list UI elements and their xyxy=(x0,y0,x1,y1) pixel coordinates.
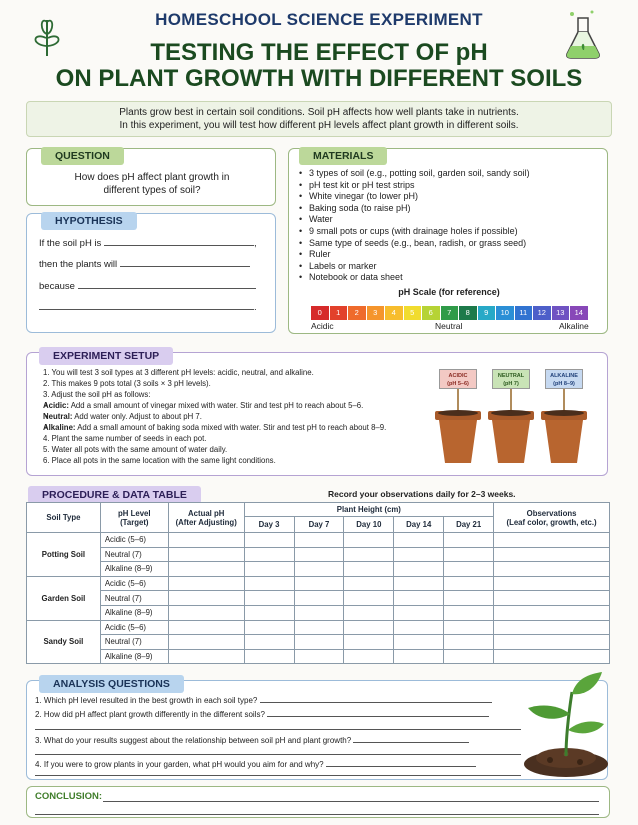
data-entry-cell[interactable] xyxy=(494,605,610,620)
hypothesis-line-3 xyxy=(39,281,256,293)
setup-step: 4. Plant the same number of seeds in each pot. xyxy=(43,434,207,443)
header-ph-level-line-1: pH Level xyxy=(118,508,151,518)
analysis-q3-line-2[interactable] xyxy=(35,754,521,755)
header-day: Day 10 xyxy=(344,517,394,533)
table-row xyxy=(27,533,610,548)
data-entry-cell[interactable] xyxy=(444,533,494,548)
ph-level-cell: Acidic (5–6) xyxy=(100,576,168,591)
header-day: Day 14 xyxy=(394,517,444,533)
header-actual-ph xyxy=(168,503,244,533)
ph-cell: 6 xyxy=(422,306,440,320)
data-entry-cell[interactable] xyxy=(344,635,394,650)
setup-substep xyxy=(33,411,443,422)
data-entry-cell[interactable] xyxy=(344,547,394,562)
ph-level-cell: Acidic (5–6) xyxy=(100,533,168,548)
ph-cell: 8 xyxy=(459,306,477,320)
ph-level-cell: Alkaline (8–9) xyxy=(100,605,168,620)
data-entry-cell[interactable] xyxy=(168,635,244,650)
table-row xyxy=(27,635,610,650)
data-entry-cell[interactable] xyxy=(244,533,294,548)
header-actual-ph-line-2: (After Adjusting) xyxy=(175,517,237,527)
header-day: Day 21 xyxy=(444,517,494,533)
pot-label-name: ALKALINE xyxy=(550,373,578,379)
analysis-q4-text: 4. If you were to grow plants in your garden, what pH would you aim for and why? xyxy=(35,760,324,769)
page-subtitle: HOMESCHOOL SCIENCE EXPERIMENT xyxy=(155,10,483,29)
setup-step: 2. This makes 9 pots total (3 soils × 3 pH levels). xyxy=(43,379,211,388)
data-entry-cell[interactable] xyxy=(244,547,294,562)
data-table xyxy=(26,502,610,664)
question-line-1: How does pH affect plant growth in xyxy=(74,172,230,183)
table-row xyxy=(27,576,610,591)
materials-item: • Same type of seeds (e.g., bean, radish, or grass seed) xyxy=(299,238,599,250)
data-entry-cell[interactable] xyxy=(494,576,610,591)
ph-scale xyxy=(311,302,589,320)
analysis-q2 xyxy=(35,710,525,720)
setup-step: 1. You will test 3 soil types at 3 different pH levels: acidic, neutral, and alkaline. xyxy=(43,368,314,377)
ph-cell: 14 xyxy=(570,306,588,320)
data-entry-cell[interactable] xyxy=(394,576,444,591)
pot-label xyxy=(492,369,530,389)
ph-level-cell: Neutral (7) xyxy=(100,547,168,562)
setup-substep-label: Neutral: xyxy=(43,412,73,421)
data-entry-cell[interactable] xyxy=(168,620,244,635)
hypothesis-prefix-3: because xyxy=(39,281,75,292)
data-entry-cell[interactable] xyxy=(444,635,494,650)
data-entry-cell[interactable] xyxy=(444,620,494,635)
ph-neutral-label: Neutral xyxy=(435,321,463,331)
title-line-1: TESTING THE EFFECT OF pH xyxy=(150,39,488,66)
header-observations-line-1: Observations xyxy=(526,508,577,518)
soil-type-cell: Potting Soil xyxy=(27,533,101,577)
pot-icon xyxy=(486,409,536,465)
analysis-q1-answer[interactable] xyxy=(260,702,492,703)
pot-stick xyxy=(510,389,512,411)
setup-steps xyxy=(33,367,443,466)
data-entry-cell[interactable] xyxy=(394,591,444,606)
hypothesis-box xyxy=(26,213,276,333)
hypothesis-line-4 xyxy=(39,302,257,314)
data-entry-cell[interactable] xyxy=(444,547,494,562)
ph-acidic-label: Acidic xyxy=(311,321,334,331)
table-row xyxy=(27,605,610,620)
setup-step: 3. Adjust the soil pH as follows: xyxy=(43,390,151,399)
pot-label-range: (pH 8–9) xyxy=(553,381,575,387)
data-entry-cell[interactable] xyxy=(394,635,444,650)
materials-item: • White vinegar (to lower pH) xyxy=(299,191,599,203)
pot-icon xyxy=(433,409,483,465)
data-entry-cell[interactable] xyxy=(168,562,244,577)
hypothesis-line-2 xyxy=(39,259,250,271)
pot-stick xyxy=(563,389,565,411)
ph-scale-title: pH Scale (for reference) xyxy=(398,287,500,297)
conclusion-line-2[interactable] xyxy=(35,814,599,815)
ph-level-cell: Alkaline (8–9) xyxy=(100,562,168,577)
intro-line-1: Plants grow best in certain soil conditions. Soil pH affects how well plants take in nutrients. xyxy=(119,107,519,118)
data-entry-cell[interactable] xyxy=(294,533,344,548)
setup-step: 5. Water all pots with the same amount of water daily. xyxy=(43,445,228,454)
pot-stick xyxy=(457,389,459,411)
data-entry-cell[interactable] xyxy=(168,649,244,664)
materials-tag: MATERIALS xyxy=(299,147,387,165)
data-entry-cell[interactable] xyxy=(244,591,294,606)
materials-item: • Baking soda (to raise pH) xyxy=(299,203,599,215)
setup-tag: EXPERIMENT SETUP xyxy=(39,347,173,365)
pot-label xyxy=(545,369,583,389)
ph-cell: 2 xyxy=(348,306,366,320)
materials-item: • Labels or marker xyxy=(299,261,599,273)
soil-type-cell: Garden Soil xyxy=(27,576,101,620)
data-entry-cell[interactable] xyxy=(244,605,294,620)
data-entry-cell[interactable] xyxy=(444,562,494,577)
data-entry-cell[interactable] xyxy=(494,547,610,562)
setup-substep-text: Add water only. Adjust to about pH 7. xyxy=(72,412,202,421)
setup-substep xyxy=(33,400,443,411)
data-entry-cell[interactable] xyxy=(294,547,344,562)
ph-level-cell: Neutral (7) xyxy=(100,635,168,650)
ph-cell: 5 xyxy=(404,306,422,320)
question-tag: QUESTION xyxy=(41,147,124,165)
materials-list xyxy=(299,168,599,284)
data-entry-cell[interactable] xyxy=(168,533,244,548)
data-entry-cell[interactable] xyxy=(344,576,394,591)
hypothesis-line-1 xyxy=(39,238,257,250)
analysis-q1 xyxy=(35,696,525,706)
analysis-q2-text: 2. How did pH affect plant growth differently in the different soils? xyxy=(35,710,265,719)
header-actual-ph-line-1: Actual pH xyxy=(188,508,225,518)
pot-label-name: NEUTRAL xyxy=(497,373,525,379)
data-entry-cell[interactable] xyxy=(294,591,344,606)
materials-item: • 9 small pots or cups (with drainage holes if possible) xyxy=(299,226,599,238)
materials-item: • Ruler xyxy=(299,249,599,261)
pot-label-name: ACIDIC xyxy=(448,373,468,379)
materials-box xyxy=(288,148,608,334)
data-entry-cell[interactable] xyxy=(294,576,344,591)
data-entry-cell[interactable] xyxy=(394,649,444,664)
data-entry-cell[interactable] xyxy=(444,605,494,620)
data-entry-cell[interactable] xyxy=(168,576,244,591)
data-entry-cell[interactable] xyxy=(394,620,444,635)
pot-label xyxy=(439,369,477,389)
ph-cell: 4 xyxy=(385,306,403,320)
ph-cell: 10 xyxy=(496,306,514,320)
hypothesis-prefix-2: then the plants will xyxy=(39,259,118,270)
materials-item: • 3 types of soil (e.g., potting soil, garden soil, sandy soil) xyxy=(299,168,599,180)
data-entry-cell[interactable] xyxy=(344,533,394,548)
data-entry-cell[interactable] xyxy=(444,649,494,664)
data-entry-cell[interactable] xyxy=(394,547,444,562)
analysis-q3-text: 3. What do your results suggest about the relationship between soil pH and plant growth? xyxy=(35,736,352,745)
conclusion-label: CONCLUSION: xyxy=(35,791,103,802)
ph-cell: 9 xyxy=(478,306,496,320)
data-entry-cell[interactable] xyxy=(494,562,610,577)
ph-cell: 11 xyxy=(515,306,533,320)
title-line-2: ON PLANT GROWTH WITH DIFFERENT SOILS xyxy=(55,65,583,92)
table-row xyxy=(27,620,610,635)
hypothesis-blank-1[interactable] xyxy=(104,245,254,246)
question-box xyxy=(26,148,276,206)
pot-icon xyxy=(539,409,589,465)
data-entry-cell[interactable] xyxy=(494,620,610,635)
materials-item: • Notebook or data sheet xyxy=(299,272,599,284)
header-ph-level-line-2: (Target) xyxy=(120,517,149,527)
procedure-tag: PROCEDURE & DATA TABLE xyxy=(28,486,201,504)
data-entry-cell[interactable] xyxy=(294,649,344,664)
page-title xyxy=(0,40,638,92)
ph-cell: 7 xyxy=(441,306,459,320)
data-entry-cell[interactable] xyxy=(344,605,394,620)
data-entry-cell[interactable] xyxy=(244,649,294,664)
materials-item: • pH test kit or pH test strips xyxy=(299,180,599,192)
data-entry-cell[interactable] xyxy=(494,649,610,664)
table-row xyxy=(27,591,610,606)
setup-substep-text: Add a small amount of vinegar mixed with water. Stir and test pH to reach about 5–6. xyxy=(69,401,364,410)
data-entry-cell[interactable] xyxy=(394,605,444,620)
conclusion-box xyxy=(26,786,610,818)
data-entry-cell[interactable] xyxy=(168,547,244,562)
data-entry-cell[interactable] xyxy=(344,562,394,577)
ph-cell: 1 xyxy=(330,306,348,320)
materials-item: • Water xyxy=(299,214,599,226)
header-observations xyxy=(494,503,610,533)
setup-box xyxy=(26,352,608,476)
ph-level-cell: Alkaline (8–9) xyxy=(100,649,168,664)
analysis-q4-answer[interactable] xyxy=(326,766,476,767)
pots-illustration xyxy=(435,367,605,467)
pot-label-range: (pH 5–6) xyxy=(447,381,469,387)
data-entry-cell[interactable] xyxy=(494,591,610,606)
table-row xyxy=(27,547,610,562)
hypothesis-comma: , xyxy=(253,238,257,249)
data-entry-cell[interactable] xyxy=(344,649,394,664)
ph-level-cell: Acidic (5–6) xyxy=(100,620,168,635)
data-entry-cell[interactable] xyxy=(244,635,294,650)
analysis-q2-line-2[interactable] xyxy=(35,729,521,730)
ph-cell: 3 xyxy=(367,306,385,320)
pot-label-range: (pH 7) xyxy=(503,381,519,387)
analysis-q4-line-2[interactable] xyxy=(35,775,521,776)
hypothesis-prefix-1: If the soil pH is xyxy=(39,238,102,249)
ph-level-cell: Neutral (7) xyxy=(100,591,168,606)
data-entry-cell[interactable] xyxy=(294,635,344,650)
question-text xyxy=(27,171,277,197)
hypothesis-period: . xyxy=(254,302,257,313)
ph-cell: 0 xyxy=(311,306,329,320)
setup-substep xyxy=(33,422,443,433)
conclusion-line-1[interactable] xyxy=(103,801,599,802)
hypothesis-blank-3[interactable] xyxy=(78,288,256,289)
analysis-q4 xyxy=(35,760,525,770)
data-entry-cell[interactable] xyxy=(444,576,494,591)
data-entry-cell[interactable] xyxy=(294,605,344,620)
hypothesis-blank-4[interactable] xyxy=(39,309,254,310)
analysis-q3 xyxy=(35,736,525,746)
ph-cell: 13 xyxy=(552,306,570,320)
ph-cell: 12 xyxy=(533,306,551,320)
data-entry-cell[interactable] xyxy=(444,591,494,606)
intro-line-2: In this experiment, you will test how different pH levels affect plant growth in different soils. xyxy=(119,120,519,131)
header-day: Day 3 xyxy=(244,517,294,533)
header-ph-level xyxy=(100,503,168,533)
data-entry-cell[interactable] xyxy=(294,562,344,577)
analysis-q3-answer[interactable] xyxy=(353,742,469,743)
analysis-q2-answer[interactable] xyxy=(267,716,489,717)
question-line-2: different types of soil? xyxy=(103,185,201,196)
data-entry-cell[interactable] xyxy=(394,562,444,577)
data-entry-cell[interactable] xyxy=(294,620,344,635)
data-entry-cell[interactable] xyxy=(244,576,294,591)
data-entry-cell[interactable] xyxy=(494,635,610,650)
intro-box xyxy=(26,101,612,137)
table-row xyxy=(27,649,610,664)
ph-alkaline-label: Alkaline xyxy=(559,321,589,331)
hypothesis-blank-2[interactable] xyxy=(120,266,250,267)
soil-type-cell: Sandy Soil xyxy=(27,620,101,664)
setup-step: 6. Place all pots in the same location with the same light conditions. xyxy=(43,456,276,465)
data-entry-cell[interactable] xyxy=(494,533,610,548)
table-header-row xyxy=(27,503,610,517)
analysis-q1-text: 1. Which pH level resulted in the best growth in each soil type? xyxy=(35,696,258,705)
data-entry-cell[interactable] xyxy=(344,620,394,635)
data-entry-cell[interactable] xyxy=(394,533,444,548)
header-day: Day 7 xyxy=(294,517,344,533)
procedure-note: Record your observations daily for 2–3 weeks. xyxy=(328,489,516,499)
setup-substep-label: Acidic: xyxy=(43,401,69,410)
header-plant-height: Plant Height (cm) xyxy=(244,503,493,517)
seedling-icon xyxy=(520,668,612,778)
data-entry-cell[interactable] xyxy=(344,591,394,606)
data-entry-cell[interactable] xyxy=(244,620,294,635)
setup-substep-text: Add a small amount of baking soda mixed with water. Stir and test pH to reach about 8–9. xyxy=(75,423,387,432)
data-entry-cell[interactable] xyxy=(168,605,244,620)
data-entry-cell[interactable] xyxy=(244,562,294,577)
header-soil-type: Soil Type xyxy=(27,503,101,533)
header-observations-line-2: (Leaf color, growth, etc.) xyxy=(506,517,597,527)
analysis-tag: ANALYSIS QUESTIONS xyxy=(39,675,184,693)
setup-substep-label: Alkaline: xyxy=(43,423,76,432)
data-entry-cell[interactable] xyxy=(168,591,244,606)
hypothesis-tag: HYPOTHESIS xyxy=(41,212,137,230)
table-row xyxy=(27,562,610,577)
